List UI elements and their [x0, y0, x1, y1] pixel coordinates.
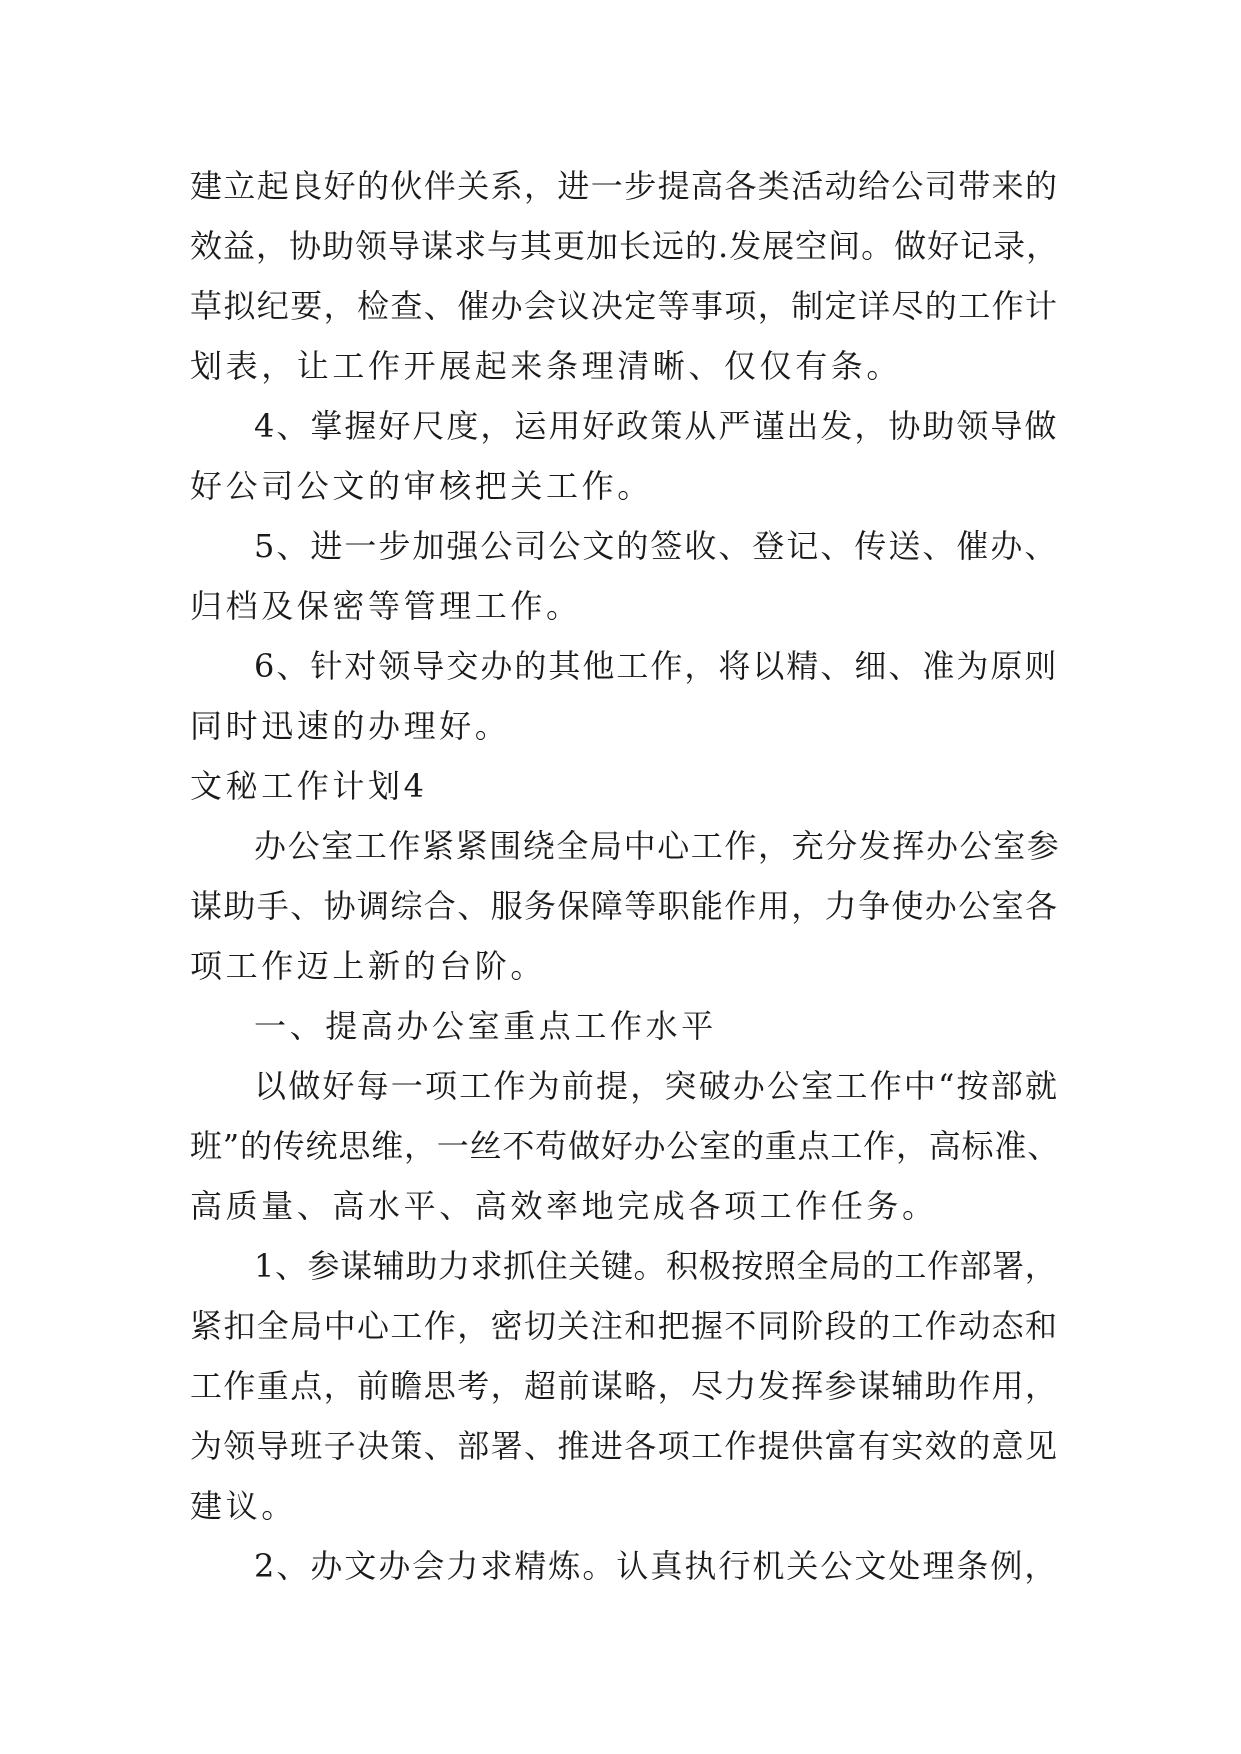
subheading: 一、提高办公室重点工作水平	[254, 1007, 717, 1045]
text-line: 建立起良好的伙伴关系，进一步提高各类活动给公司带来的	[190, 167, 1059, 205]
text-line: 谋助手、协调综合、服务保障等职能作用，力争使办公室各	[190, 887, 1059, 925]
text-line: 4、掌握好尺度，运用好政策从严谨出发，协助领导做	[254, 407, 1059, 445]
text-line: 办公室工作紧紧围绕全局中心工作，充分发挥办公室参	[254, 827, 1061, 865]
text-line: 同时迅速的办理好。	[190, 707, 511, 745]
text-line: 草拟纪要，检查、催办会议决定等事项，制定详尽的工作计	[190, 287, 1059, 325]
text-line: 2、办文办会力求精炼。认真执行机关公文处理条例，	[254, 1547, 1059, 1585]
text-line: 1、参谋辅助力求抓住关键。积极按照全局的工作部署，	[254, 1247, 1058, 1285]
text-line: 归档及保密等管理工作。	[190, 587, 582, 625]
text-line: 以做好每一项工作为前提，突破办公室工作中“按部就	[254, 1067, 1060, 1105]
text-line: 项工作迈上新的台阶。	[190, 947, 547, 985]
text-line: 班”的传统思维，一丝不苟做好办公室的重点工作，高标准、	[190, 1127, 1060, 1165]
text-line: 高质量、高水平、高效率地完成各项工作任务。	[190, 1187, 938, 1225]
section-heading: 文秘工作计划4	[190, 767, 428, 805]
text-line: 5、进一步加强公司公文的签收、登记、传送、催办、	[254, 527, 1059, 565]
text-line: 为领导班子决策、部署、推进各项工作提供富有实效的意见	[190, 1427, 1059, 1465]
text-line: 建议。	[190, 1487, 297, 1525]
text-line: 划表，让工作开展起来条理清晰、仅仅有条。	[190, 347, 903, 385]
text-line: 6、针对领导交办的其他工作，将以精、细、准为原则	[254, 647, 1059, 685]
text-line: 紧扣全局中心工作，密切关注和把握不同阶段的工作动态和	[190, 1307, 1059, 1345]
text-line: 工作重点，前瞻思考，超前谋略，尽力发挥参谋辅助作用，	[190, 1367, 1059, 1405]
text-line: 效益，协助领导谋求与其更加长远的.发展空间。做好记录，	[190, 227, 1060, 265]
text-line: 好公司公文的审核把关工作。	[190, 467, 653, 505]
